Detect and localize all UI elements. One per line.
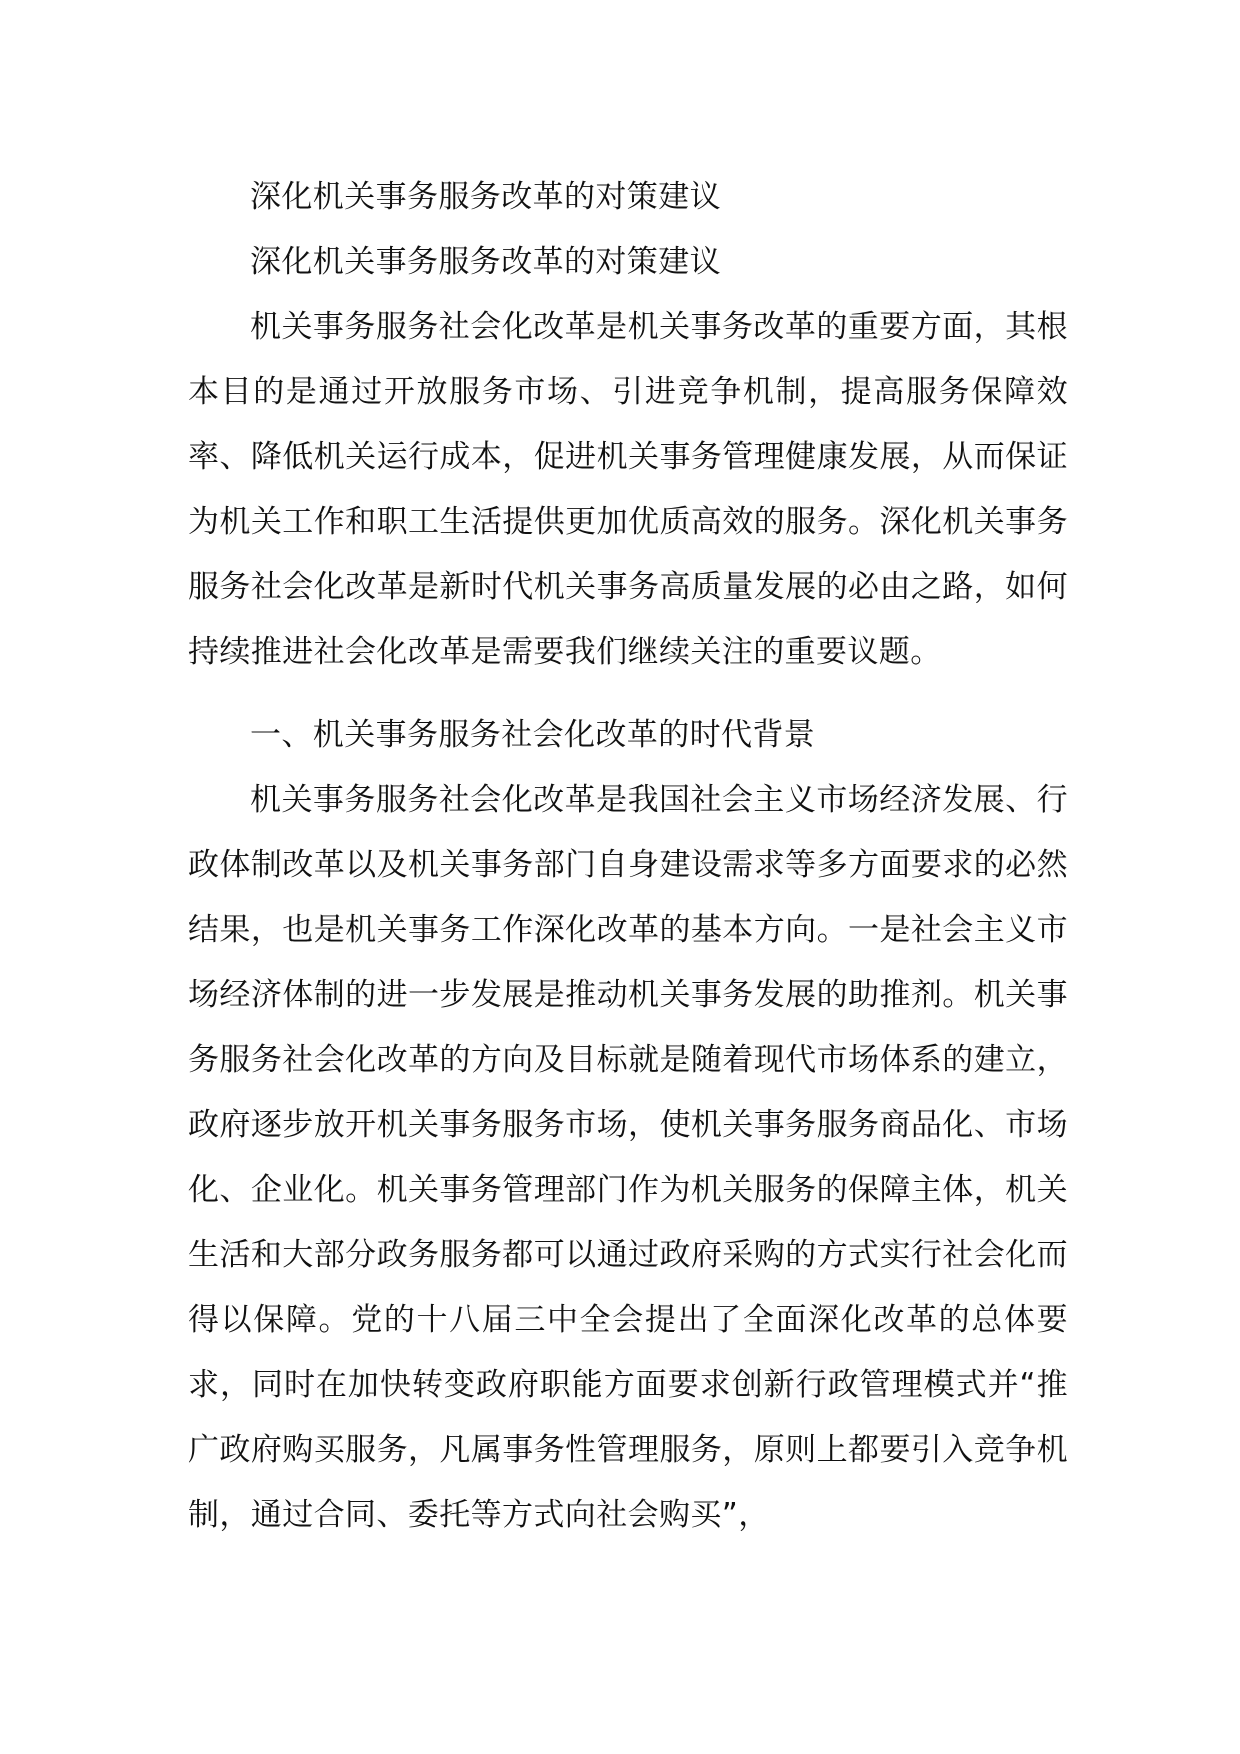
section-paragraph: 机关事务服务社会化改革是我国社会主义市场经济发展、行政体制改革以及机关事务部门自身建设需求等多方面要求的必然结果，也是机关事务工作深化改革的基本方向。一是社会主义市场经济体制的进一步发展是推动机关事务发展的助推剂。机关事务服务社会化改革的方向及目标就是随着现代市场体系的建立，政府逐步放开机关事务服务市场，使机关事务服务商品化、市场化、企业化。机关事务管理部门作为机关服务的保障主体，机关生活和大部分政务服务都可以通过政府采购的方式实行社会化而得以保障。党的十八届三中全会提出了全面深化改革的总体要求，同时在加快转变政府职能方面要求创新行政管理模式并“推广政府购买服务，凡属事务性管理服务，原则上都要引入竞争机制，通过合同、委托等方式向社会购买”， bbox=[188, 782, 1068, 1533]
document-body bbox=[188, 165, 1068, 1548]
section-heading: 一、机关事务服务社会化改革的时代背景 bbox=[250, 717, 816, 753]
intro-paragraph: 机关事务服务社会化改革是机关事务改革的重要方面，其根本目的是通过开放服务市场、引进竞争机制，提高服务保障效率、降低机关运行成本，促进机关事务管理健康发展，从而保证为机关工作和职工生活提供更加优质高效的服务。深化机关事务服务社会化改革是新时代机关事务高质量发展的必由之路，如何持续推进社会化改革是需要我们继续关注的重要议题。 bbox=[188, 309, 1068, 670]
document-title: 深化机关事务服务改革的对策建议 bbox=[250, 179, 721, 215]
document-subtitle: 深化机关事务服务改革的对策建议 bbox=[250, 244, 721, 280]
